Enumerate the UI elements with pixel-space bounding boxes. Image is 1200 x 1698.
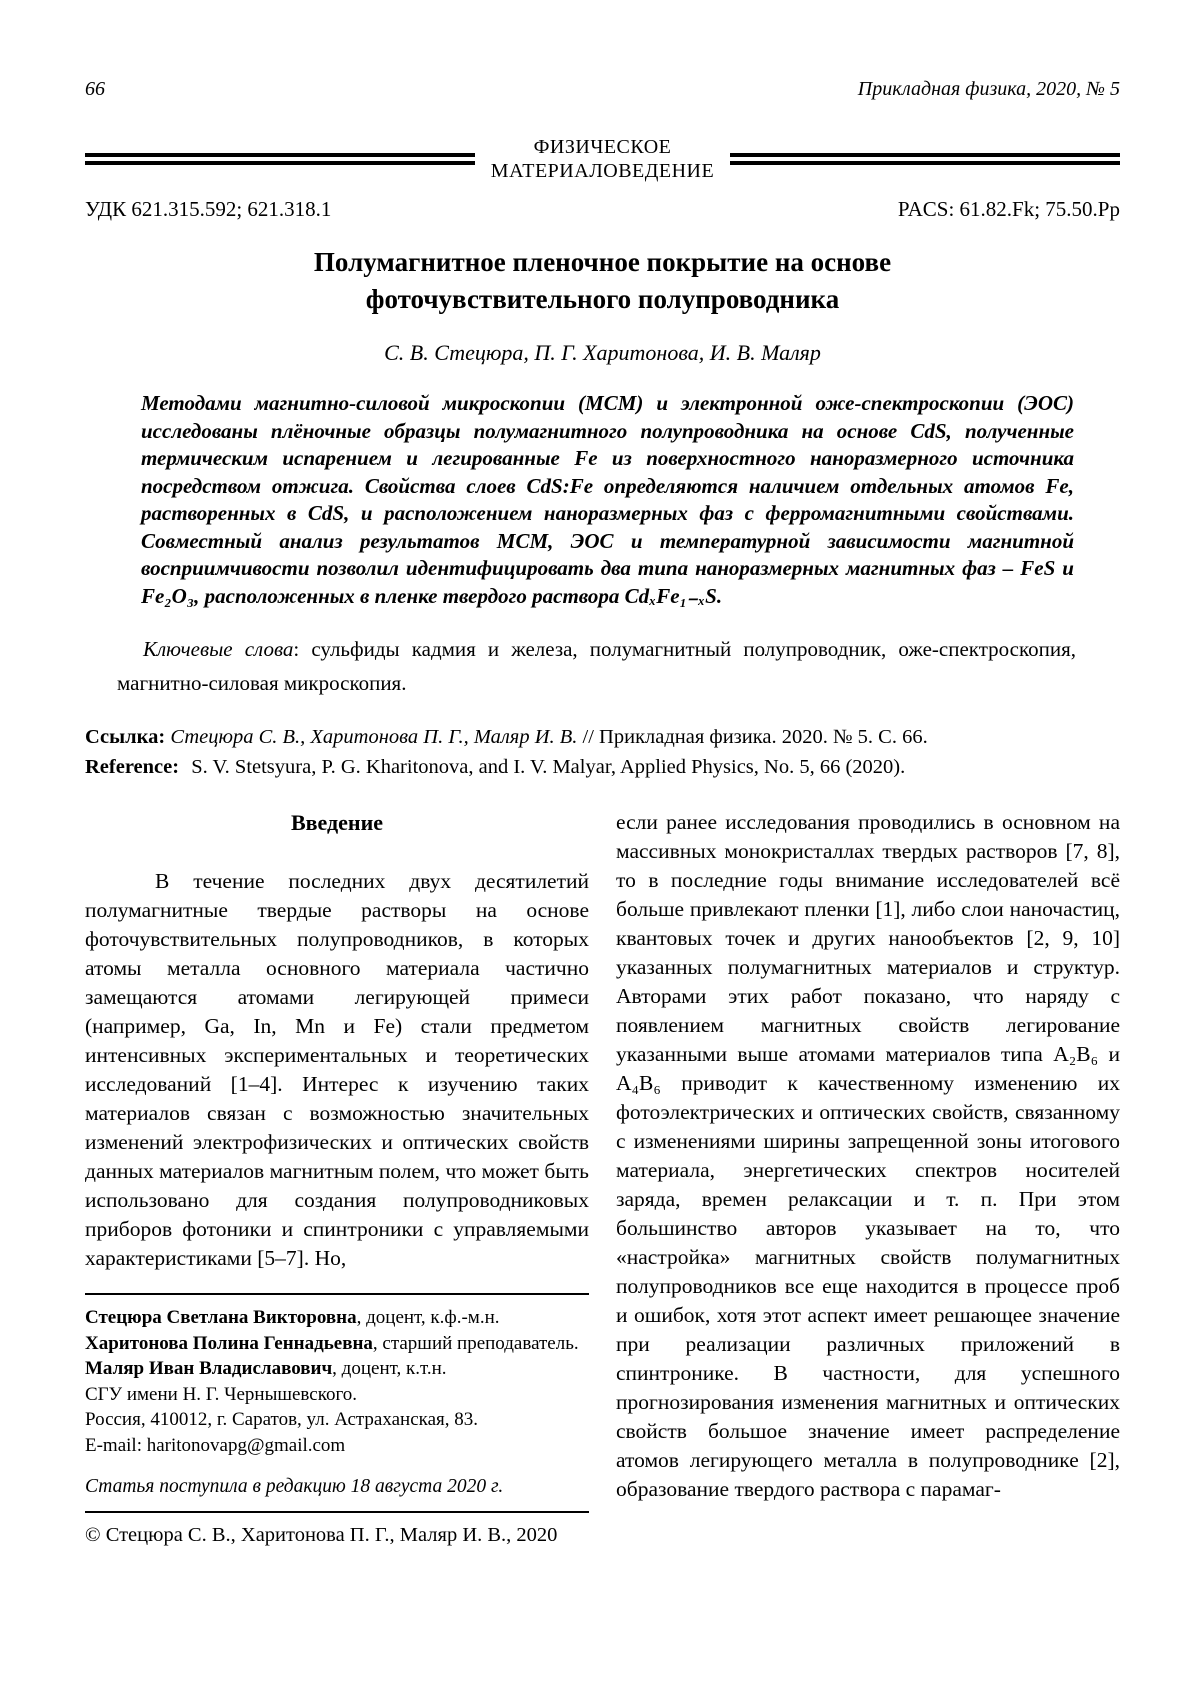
citation-ru-rest: // Прикладная физика. 2020. № 5. С. 66.	[582, 726, 928, 748]
abstract-text: Методами магнитно-силовой микроскопии (МСМ) и электронной оже-спектроскопии (ЭОС) исследованы плёночные образцы полумагнитного полупроводника на основе CdS, полученные термическим испарением и легированные Fe из поверхностного наноразмерного источника посредством отжига. Свойства слоев CdS:Fe определяются наличием отдельных атомов Fe, растворенных в CdS, и расположением наноразмерных фаз с ферромагнитными свойствами. Совместный анализ результатов МСМ, ЭОС и температурной зависимости магнитной восприимчивости позволил идентифицировать два типа наноразмерных магнитных фаз – FeS и Fe₂O₃, расположенных в пленке твердого раствора CdₓFe₁₋ₓS.	[141, 391, 1074, 608]
citation-ru-authors: Стецюра С. В., Харитонова П. Г., Маляр И. В.	[170, 726, 578, 748]
footnote-author-name: Стецюра Светлана Викторовна	[85, 1307, 357, 1328]
footnote-email: E-mail: haritonovapg@gmail.com	[85, 1434, 346, 1456]
rubric-rule-right	[730, 153, 1120, 165]
footnote-author	[85, 1356, 589, 1382]
running-head	[85, 78, 1120, 101]
journal-name: Прикладная физика, 2020, № 5	[857, 78, 1120, 100]
received-note: Статья поступила в редакцию 18 августа 2020 г.	[85, 1476, 504, 1497]
classification-codes	[85, 197, 1120, 222]
citation-ru	[85, 722, 1120, 752]
copyright-line: © Стецюра С. В., Харитонова П. Г., Маляр И. В., 2020	[85, 1524, 558, 1546]
column-left	[85, 808, 589, 1550]
footnote-author-role: , доцент, к.ф.-м.н.	[356, 1307, 500, 1328]
citation-en-label: Reference:	[85, 756, 180, 778]
rubric-title-line2: МАТЕРИАЛОВЕДЕНИЕ	[490, 160, 715, 182]
footnote-divider	[85, 1293, 589, 1295]
footnote-author-name: Харитонова Полина Геннадьевна	[85, 1332, 373, 1354]
citation-ru-label: Ссылка:	[85, 726, 166, 748]
footnote-block	[85, 1305, 589, 1458]
citation-block	[85, 722, 1120, 782]
footnote-author-role: , старший преподаватель.	[372, 1332, 579, 1354]
article-authors: С. В. Стецюра, П. Г. Харитонова, И. В. Маляр	[384, 340, 821, 365]
rubric-header	[85, 135, 1120, 183]
citation-en-text: S. V. Stetsyura, P. G. Kharitonova, and I. V. Malyar, Applied Physics, No. 5, 66 (2020).	[191, 756, 906, 778]
intro-paragraph: В течение последних двух десятилетий полумагнитные твердые растворы на основе фоточувствительных полупроводников, в которых атомы металла основного материала частично замещаются атомами легирующей примеси (например, Ga, In, Mn и Fe) стали предметом интенсивных экспериментальных и теоретических исследований [1–4]. Интерес к изучению таких материалов связан с возможностью значительных изменений электрофизических и оптических свойств данных материалов магнитным полем, что может быть использовано для создания полупроводниковых приборов фотоники и спинтроники с управляемыми характеристиками [5–7]. Но,	[85, 869, 589, 1270]
keywords-label: Ключевые слова	[143, 637, 294, 661]
keywords-text: : сульфиды кадмия и железа, полумагнитный полупроводник, оже-спектроскопия, магнитно-силовая микроскопия.	[117, 637, 1076, 695]
footnote-author	[85, 1305, 589, 1331]
citation-en	[85, 752, 1120, 782]
two-column-body	[85, 808, 1120, 1550]
keywords	[117, 632, 1076, 700]
pacs-code: PACS: 61.82.Fk; 75.50.Pp	[897, 197, 1120, 221]
footnote-affiliation: СГУ имени Н. Г. Чернышевского.	[85, 1383, 358, 1405]
column-right	[616, 808, 1120, 1550]
footnote-author-name: Маляр Иван Владиславович	[85, 1358, 333, 1379]
udk-code: УДК 621.315.592; 621.318.1	[85, 197, 332, 221]
footnote-author	[85, 1331, 589, 1357]
article-title	[85, 244, 1120, 318]
footnote-author-role: , доцент, к.т.н.	[332, 1358, 447, 1379]
page-number: 66	[85, 78, 105, 100]
rubric-title-line1: ФИЗИЧЕСКОЕ	[533, 136, 672, 158]
article-title-line1: Полумагнитное пленочное покрытие на основе	[313, 247, 892, 277]
intro-heading: Введение	[290, 810, 384, 835]
right-paragraph: если ранее исследования проводились в основном на массивных монокристаллах твердых растворов [7, 8], то в последние годы внимание исследователей всё больше привлекают пленки [1], либо слои наночастиц, квантовых точек и других нанообъектов [2, 9, 10] указанных полумагнитных материалов и структур. Авторами этих работ показано, что наряду с появлением магнитных свойств легирование указанными выше атомами материалов типа A₂B₆ и A₄B₆ приводит к качественному изменению их фотоэлектрических и оптических свойств, связанному с изменениями ширины запрещенной зоны итогового материала, энергетических спектров носителей заряда, времен релаксации и т. п. При этом большинство авторов указывает на то, что «настройка» магнитных свойств полумагнитных полупроводников все еще находится в процессе проб и ошибок, хотя этот аспект имеет решающее значение при реализации различных приложений в спинтронике. В частности, для успешного прогнозирования изменения магнитных и оптических свойств большое значение имеет распределение атомов легирующего металла в полупроводнике [2], образование твердого раствора с парамаг-	[616, 810, 1120, 1501]
footnote-address: Россия, 410012, г. Саратов, ул. Астраханская, 83.	[85, 1409, 479, 1430]
article-title-line2: фоточувствительного полупроводника	[365, 284, 840, 314]
copyright-divider	[85, 1511, 589, 1513]
rubric-title	[475, 135, 730, 183]
rubric-rule-left	[85, 153, 475, 165]
